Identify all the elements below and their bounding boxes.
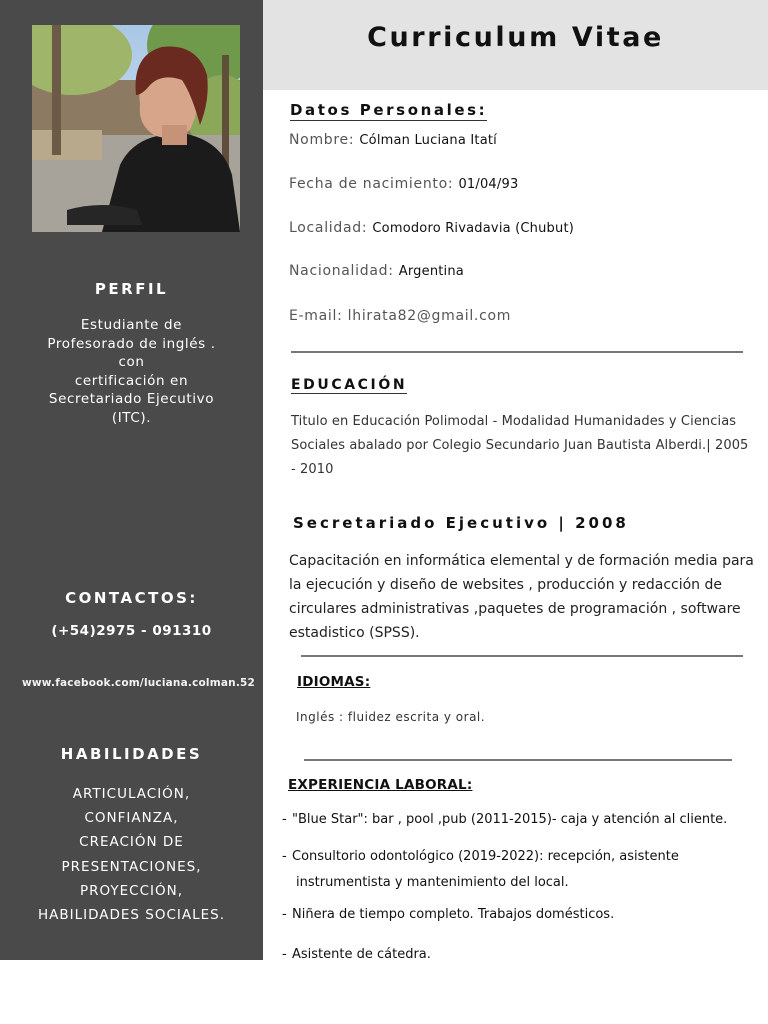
perfil-line: Profesorado de inglés . [47, 335, 216, 352]
nombre-label: Nombre: [289, 132, 355, 148]
educacion-heading: EDUCACIÓN [291, 377, 408, 393]
perfil-line: Secretariado Ejecutivo [48, 391, 215, 407]
experience-item [282, 902, 614, 928]
skill-item: ARTICULACIÓN, [72, 786, 191, 802]
experience-item [282, 807, 727, 833]
perfil-line: (ITC). [111, 409, 152, 426]
habilidades-heading: HABILIDADES [60, 745, 203, 763]
bullet-dash: - [282, 907, 287, 922]
skill-item: CREACIÓN DE [79, 834, 184, 851]
page-title: Curriculum Vitae [367, 22, 664, 53]
nombre-field [289, 132, 497, 148]
perfil-line: certificación en [74, 372, 189, 389]
facebook-link[interactable]: www.facebook.com/luciana.colman.52 [22, 677, 256, 689]
skills-list [0, 782, 263, 927]
experience-text: "Blue Star": bar , pool ,pub (2011-2015)- caja y atención al cliente. [292, 812, 728, 827]
contactos-heading: CONTACTOS: [65, 589, 198, 607]
secretariado-heading: Secretariado Ejecutivo | 2008 [293, 514, 629, 532]
email-field [289, 308, 511, 324]
skill-item: CONFIANZA, [84, 810, 179, 827]
nombre-value: Cólman Luciana Itatí [359, 133, 497, 148]
phone-number[interactable]: (+54)2975 - 091310 [51, 623, 212, 639]
nacimiento-field [289, 176, 518, 192]
localidad-value: Comodoro Rivadavia (Chubut) [372, 221, 575, 236]
experience-text: Asistente de cátedra. [292, 947, 431, 962]
idiomas-description: Inglés : fluidez escrita y oral. [296, 710, 486, 724]
bullet-dash: - [282, 849, 287, 864]
idiomas-heading: IDIOMAS: [297, 674, 371, 690]
perfil-line: Estudiante de [80, 317, 183, 333]
header-banner [263, 0, 768, 90]
email-label: E-mail: [289, 308, 343, 324]
nacimiento-value: 01/04/93 [458, 177, 519, 192]
section-divider [304, 759, 732, 761]
nacionalidad-value: Argentina [398, 264, 464, 279]
section-divider [291, 351, 743, 353]
experience-text: Niñera de tiempo completo. Trabajos domésticos. [292, 907, 615, 922]
nacionalidad-label: Nacionalidad: [289, 263, 394, 279]
skill-item: PROYECCIÓN, [79, 882, 184, 899]
localidad-label: Localidad: [289, 220, 368, 236]
email-value[interactable]: lhirata82@gmail.com [347, 308, 512, 324]
nacionalidad-field [289, 263, 464, 279]
profile-photo [32, 25, 240, 232]
experience-text: Consultorio odontológico (2019-2022): recepción, asistente [292, 849, 679, 864]
experience-item [282, 942, 431, 968]
skill-item: HABILIDADES SOCIALES. [37, 907, 226, 924]
section-divider [301, 655, 743, 657]
skill-item: PRESENTACIONES, [61, 858, 202, 875]
nacimiento-label: Fecha de nacimiento: [289, 176, 454, 192]
sidebar [0, 0, 263, 960]
bullet-dash: - [282, 947, 287, 962]
datos-personales-heading: Datos Personales: [290, 101, 488, 119]
secretariado-description: Capacitación en informática elemental y de formación media para la ejecución y diseño de websites , producción y redacción de circulares administrativas ,paquetes de programación , software estadistico (SPSS). [289, 553, 754, 641]
experience-text-continuation: instrumentista y mantenimiento del local. [296, 875, 569, 890]
perfil-heading: PERFIL [94, 280, 169, 298]
perfil-line: con [118, 354, 145, 370]
experiencia-heading: EXPERIENCIA LABORAL: [288, 777, 473, 793]
localidad-field [289, 220, 574, 236]
educacion-description: Titulo en Educación Polimodal - Modalidad Humanidades y Ciencias Sociales abalado por Colegio Secundario Juan Bautista Alberdi.| 2005 - 2010 [291, 414, 749, 477]
bullet-dash: - [282, 812, 287, 827]
main-content [263, 90, 768, 1024]
experience-item [282, 844, 679, 896]
perfil-description [0, 316, 263, 427]
